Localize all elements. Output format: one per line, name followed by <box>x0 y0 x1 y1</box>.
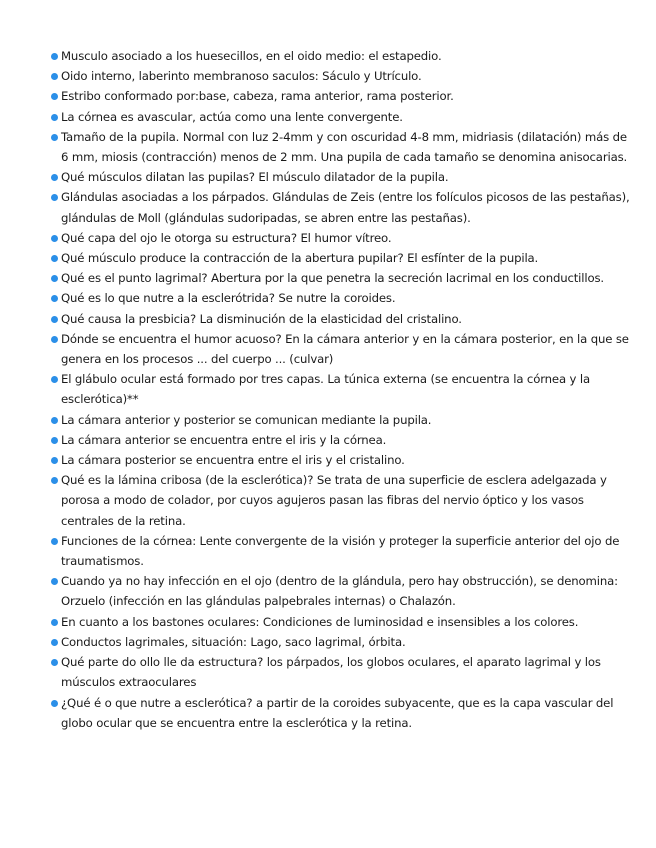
bullet-dot-icon <box>51 619 58 626</box>
note-text: Qué causa la presbicia? La disminución de la elasticidad del cristalino. <box>61 311 462 326</box>
note-text: Dónde se encuentra el humor acuoso? En la cámara anterior y en la cámara posterior, en la que se genera en los procesos ... del cuerpo ... (culvar) <box>61 331 629 367</box>
bullet-dot-icon <box>51 194 58 201</box>
note-item <box>52 46 632 66</box>
note-text: Qué es el punto lagrimal? Abertura por la que penetra la secreción lacrimal en los conductillos. <box>61 271 604 286</box>
note-item <box>52 127 632 167</box>
note-item <box>52 268 632 288</box>
note-text: Conductos lagrimales, situación: Lago, saco lagrimal, órbita. <box>61 634 406 649</box>
note-text: Qué es la lámina cribosa (de la esclerótica)? Se trata de una superficie de esclera adelgazada y porosa a modo de colador, por cuyos agujeros pasan las fibras del nervio óptico y los vasos centrales de la retina. <box>61 473 607 528</box>
note-text: La córnea es avascular, actúa como una lente convergente. <box>61 109 403 124</box>
bullet-dot-icon <box>51 316 58 323</box>
bullet-dot-icon <box>51 457 58 464</box>
note-text: En cuanto a los bastones oculares: Condiciones de luminosidad e insensibles a los colores. <box>61 614 579 629</box>
bullet-dot-icon <box>51 93 58 100</box>
note-text: La cámara anterior se encuentra entre el iris y la córnea. <box>61 432 387 447</box>
note-text: ¿Qué é o que nutre a esclerótica? a partir de la coroides subyacente, que es la capa vascular del globo ocular que se encuentra entre la esclerótica y la retina. <box>61 695 614 730</box>
bullet-dot-icon <box>51 295 58 302</box>
bullet-dot-icon <box>51 417 58 424</box>
note-text: Qué músculo produce la contracción de la abertura pupilar? El esfínter de la pupila. <box>61 251 539 266</box>
note-item <box>52 693 632 733</box>
note-item <box>52 309 632 329</box>
note-text: Qué músculos dilatan las pupilas? El músculo dilatador de la pupila. <box>61 170 449 185</box>
note-item <box>52 369 632 409</box>
note-item <box>52 187 632 227</box>
note-item <box>52 329 632 369</box>
bullet-dot-icon <box>51 477 58 484</box>
note-item <box>52 632 632 652</box>
bullet-dot-icon <box>51 578 58 585</box>
bullet-dot-icon <box>51 700 58 707</box>
note-item <box>52 107 632 127</box>
note-text: Funciones de la córnea: Lente convergente de la visión y proteger la superficie anterior del ojo de traumatismos. <box>61 533 620 569</box>
bullet-dot-icon <box>51 174 58 181</box>
note-item <box>52 652 632 692</box>
note-item <box>52 66 632 86</box>
bullet-dot-icon <box>51 275 58 282</box>
bullet-dot-icon <box>51 53 58 60</box>
note-text: Estribo conformado por:base, cabeza, rama anterior, rama posterior. <box>61 89 454 104</box>
note-item <box>52 450 632 470</box>
bullet-dot-icon <box>51 639 58 646</box>
bullet-dot-icon <box>51 255 58 262</box>
bullet-dot-icon <box>51 659 58 666</box>
note-text: El glábulo ocular está formado por tres capas. La túnica externa (se encuentra la córnea y la esclerótica)** <box>61 372 590 407</box>
note-text: Cuando ya no hay infección en el ojo (dentro de la glándula, pero hay obstrucción), se denomina: Orzuelo (infección en las glándulas palpebrales internas) o Chalazón. <box>61 574 618 609</box>
bullet-dot-icon <box>51 376 58 383</box>
note-item <box>52 228 632 248</box>
note-item <box>52 430 632 450</box>
note-text: Tamaño de la pupila. Normal con luz 2-4mm y con oscuridad 4-8 mm, midriasis (dilatación) más de 6 mm, miosis (contracción) menos de 2 mm. Una pupila de cada tamaño se denomina anisocarias. <box>61 129 628 165</box>
bullet-dot-icon <box>51 114 58 121</box>
note-item <box>52 470 632 531</box>
note-text: Musculo asociado a los huesecillos, en el oido medio: el estapedio. <box>61 49 442 63</box>
bullet-dot-icon <box>51 538 58 545</box>
note-text: Qué capa del ojo le otorga su estructura? El humor vítreo. <box>61 230 392 245</box>
note-text: La cámara anterior y posterior se comunican mediante la pupila. <box>61 412 432 427</box>
notes-list <box>52 46 632 733</box>
note-item <box>52 531 632 571</box>
bullet-dot-icon <box>51 336 58 343</box>
note-item <box>52 86 632 106</box>
note-text: Oido interno, laberinto membranoso saculos: Sáculo y Utrículo. <box>61 69 422 84</box>
note-item <box>52 410 632 430</box>
note-item <box>52 248 632 268</box>
note-item <box>52 612 632 632</box>
note-text: Qué es lo que nutre a la esclerótrida? Se nutre la coroides. <box>61 291 396 306</box>
note-item <box>52 288 632 308</box>
note-item <box>52 167 632 187</box>
bullet-dot-icon <box>51 73 58 80</box>
bullet-dot-icon <box>51 134 58 141</box>
note-item <box>52 571 632 611</box>
bullet-dot-icon <box>51 437 58 444</box>
note-text: Qué parte do ollo lle da estructura? los párpados, los globos oculares, el aparato lagrimal y los músculos extraoculares <box>61 655 601 690</box>
bullet-dot-icon <box>51 235 58 242</box>
note-text: La cámara posterior se encuentra entre el iris y el cristalino. <box>61 453 405 468</box>
note-text: Glándulas asociadas a los párpados. Glándulas de Zeis (entre los folículos picosos de las pestañas), glándulas de Moll (glándulas sudoripadas, se abren entre las pestañas). <box>61 190 630 225</box>
